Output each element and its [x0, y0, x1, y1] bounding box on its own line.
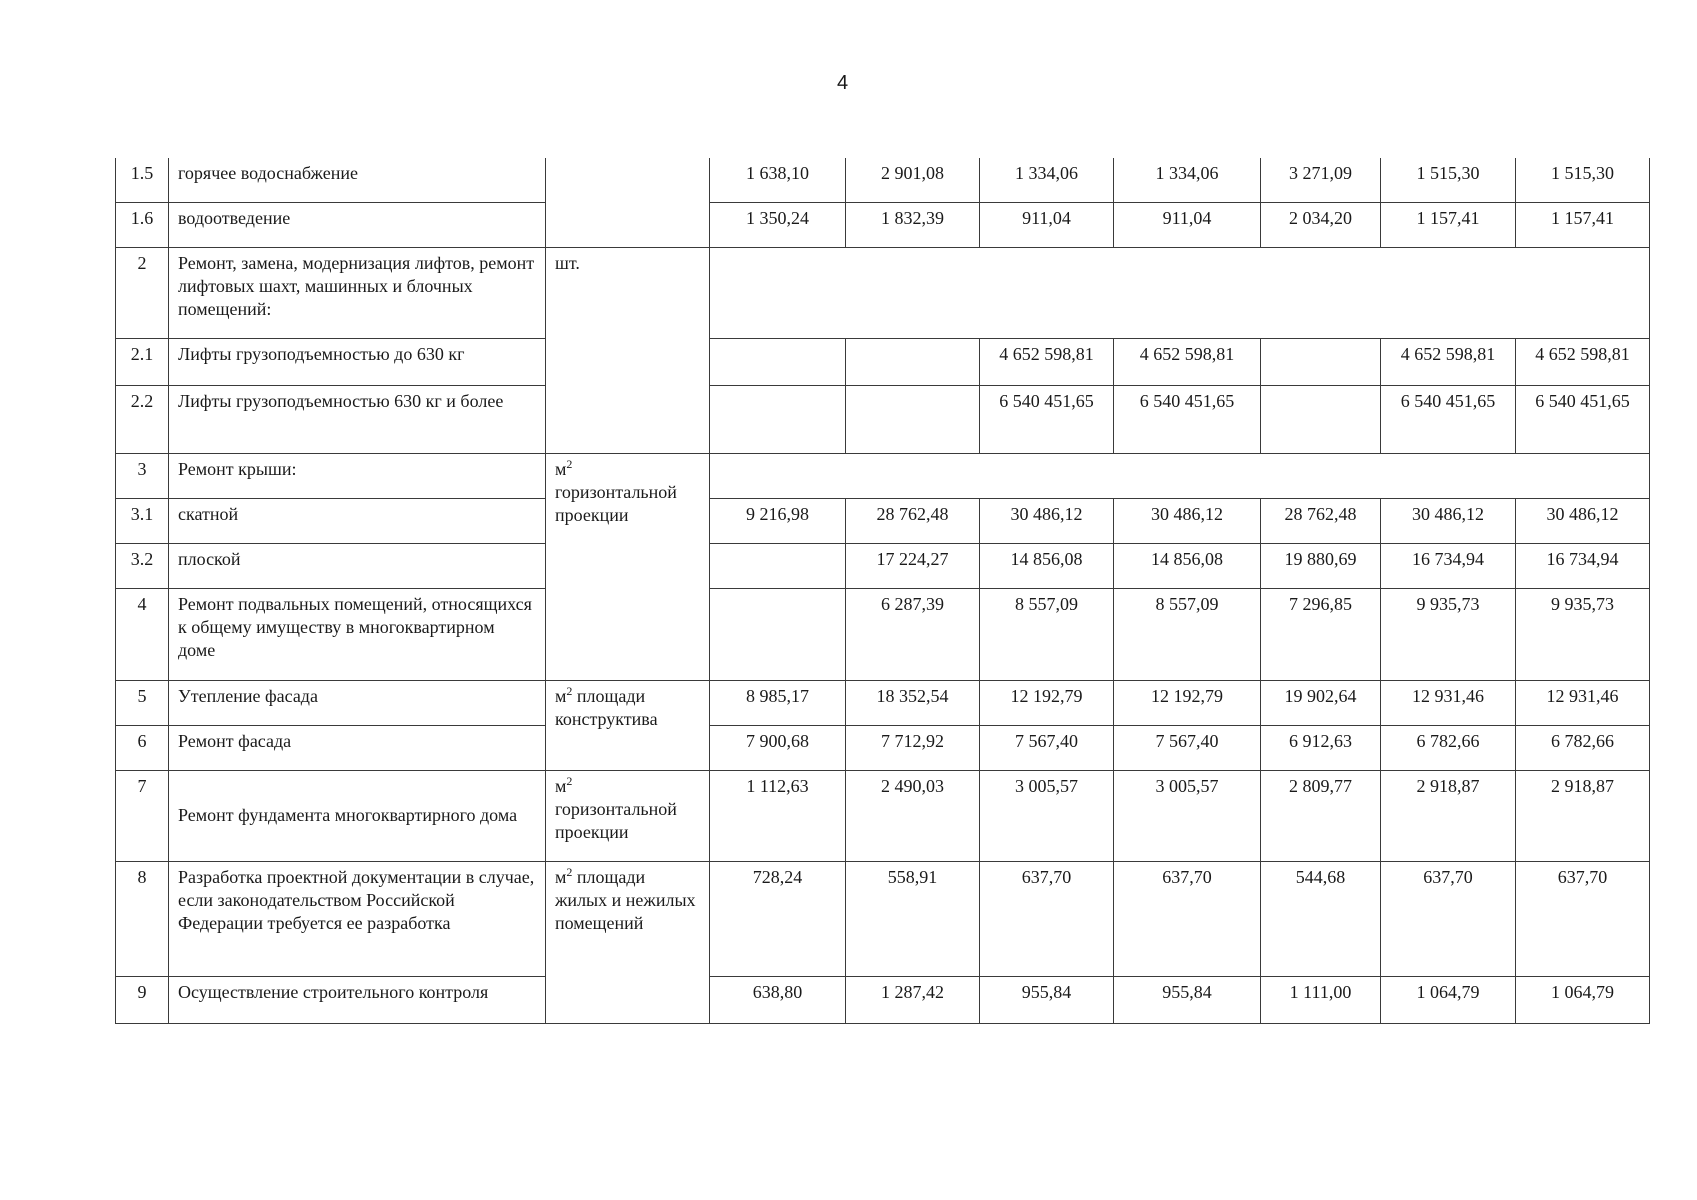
value-cell: 30 486,12 — [1114, 498, 1261, 543]
unit-cell-empty — [546, 158, 710, 247]
value-cell: 1 638,10 — [710, 158, 846, 202]
value-cell: 6 540 451,65 — [1516, 385, 1650, 453]
value-cell: 12 931,46 — [1516, 680, 1650, 725]
value-cell: 3 271,09 — [1261, 158, 1381, 202]
row-number: 3.2 — [116, 543, 169, 588]
value-cell: 16 734,94 — [1381, 543, 1516, 588]
value-cell: 1 157,41 — [1516, 202, 1650, 247]
value-cell: 17 224,27 — [846, 543, 980, 588]
row-number: 9 — [116, 976, 169, 1023]
table-row — [116, 498, 1650, 543]
value-cell: 2 490,03 — [846, 770, 980, 861]
row-name: Ремонт фасада — [169, 725, 546, 770]
value-cell: 1 111,00 — [1261, 976, 1381, 1023]
value-cell: 1 334,06 — [1114, 158, 1261, 202]
value-cell: 1 832,39 — [846, 202, 980, 247]
table-row — [116, 543, 1650, 588]
value-cell: 7 296,85 — [1261, 588, 1381, 680]
row-name: горячее водоснабжение — [169, 158, 546, 202]
value-cell: 544,68 — [1261, 861, 1381, 976]
value-cell: 14 856,08 — [980, 543, 1114, 588]
value-cell: 19 880,69 — [1261, 543, 1381, 588]
value-cell: 558,91 — [846, 861, 980, 976]
value-cell — [710, 588, 846, 680]
table-row — [116, 770, 1650, 861]
unit-cell: шт. — [546, 247, 710, 453]
value-cell: 6 782,66 — [1381, 725, 1516, 770]
value-cell: 16 734,94 — [1516, 543, 1650, 588]
unit-cell — [546, 453, 710, 680]
row-number: 2.1 — [116, 338, 169, 385]
table-row — [116, 976, 1650, 1023]
row-name: скатной — [169, 498, 546, 543]
row-name: Разработка проектной документации в случае, если законодательством Российской Федерации требуется ее разработка — [169, 861, 546, 976]
value-cell — [710, 338, 846, 385]
row-number: 8 — [116, 861, 169, 976]
value-cell: 30 486,12 — [1516, 498, 1650, 543]
value-cell: 2 901,08 — [846, 158, 980, 202]
value-cell: 6 540 451,65 — [1114, 385, 1261, 453]
value-cell: 9 216,98 — [710, 498, 846, 543]
value-cell: 728,24 — [710, 861, 846, 976]
value-cell: 1 064,79 — [1516, 976, 1650, 1023]
value-cell: 28 762,48 — [1261, 498, 1381, 543]
merged-empty-cell — [710, 247, 1650, 338]
value-cell: 3 005,57 — [1114, 770, 1261, 861]
value-cell: 2 918,87 — [1381, 770, 1516, 861]
value-cell: 1 350,24 — [710, 202, 846, 247]
table-row — [116, 338, 1650, 385]
value-cell: 6 540 451,65 — [980, 385, 1114, 453]
row-number: 2 — [116, 247, 169, 338]
value-cell: 3 005,57 — [980, 770, 1114, 861]
row-name: Лифты грузоподъемностью до 630 кг — [169, 338, 546, 385]
table-row — [116, 725, 1650, 770]
value-cell: 6 782,66 — [1516, 725, 1650, 770]
value-cell — [846, 338, 980, 385]
value-cell — [710, 543, 846, 588]
value-cell: 7 900,68 — [710, 725, 846, 770]
table-row — [116, 588, 1650, 680]
value-cell: 911,04 — [1114, 202, 1261, 247]
unit-rest: площади конструктива — [555, 685, 658, 729]
row-name: Ремонт фундамента многоквартирного дома — [169, 770, 546, 861]
value-cell: 7 712,92 — [846, 725, 980, 770]
table-row — [116, 247, 1650, 338]
value-cell: 1 515,30 — [1516, 158, 1650, 202]
value-cell: 911,04 — [980, 202, 1114, 247]
value-cell: 637,70 — [1381, 861, 1516, 976]
table-row — [116, 202, 1650, 247]
row-name: водоотведение — [169, 202, 546, 247]
value-cell: 955,84 — [1114, 976, 1261, 1023]
row-number: 7 — [116, 770, 169, 861]
unit-exp: 2 — [566, 773, 573, 788]
table-row — [116, 861, 1650, 976]
value-cell: 19 902,64 — [1261, 680, 1381, 725]
value-cell: 12 192,79 — [1114, 680, 1261, 725]
value-cell: 7 567,40 — [1114, 725, 1261, 770]
value-cell: 6 287,39 — [846, 588, 980, 680]
unit-m: м — [555, 458, 567, 479]
row-number: 4 — [116, 588, 169, 680]
unit-m: м — [555, 866, 567, 887]
row-name: Лифты грузоподъемностью 630 кг и более — [169, 385, 546, 453]
value-cell: 6 912,63 — [1261, 725, 1381, 770]
value-cell: 6 540 451,65 — [1381, 385, 1516, 453]
value-cell: 2 809,77 — [1261, 770, 1381, 861]
row-number: 2.2 — [116, 385, 169, 453]
value-cell: 637,70 — [1516, 861, 1650, 976]
row-number: 5 — [116, 680, 169, 725]
page-number: 4 — [836, 72, 849, 94]
table-row — [116, 680, 1650, 725]
value-cell: 8 557,09 — [980, 588, 1114, 680]
value-cell: 4 652 598,81 — [980, 338, 1114, 385]
merged-empty-cell — [710, 453, 1650, 498]
value-cell — [846, 385, 980, 453]
row-name: Ремонт крыши: — [169, 453, 546, 498]
value-cell: 2 918,87 — [1516, 770, 1650, 861]
unit-exp: 2 — [566, 456, 573, 471]
row-number: 6 — [116, 725, 169, 770]
table-row — [116, 453, 1650, 498]
value-cell: 4 652 598,81 — [1516, 338, 1650, 385]
value-cell: 9 935,73 — [1516, 588, 1650, 680]
unit-rest: горизонтальной проекции — [555, 798, 677, 842]
unit-m: м — [555, 685, 567, 706]
value-cell: 2 034,20 — [1261, 202, 1381, 247]
value-cell: 9 935,73 — [1381, 588, 1516, 680]
row-name: Утепление фасада — [169, 680, 546, 725]
value-cell: 30 486,12 — [1381, 498, 1516, 543]
value-cell: 638,80 — [710, 976, 846, 1023]
value-cell: 637,70 — [1114, 861, 1261, 976]
cost-table — [115, 158, 1650, 1024]
value-cell: 1 334,06 — [980, 158, 1114, 202]
value-cell: 14 856,08 — [1114, 543, 1261, 588]
value-cell: 955,84 — [980, 976, 1114, 1023]
row-name: Осуществление строительного контроля — [169, 976, 546, 1023]
row-name: Ремонт подвальных помещений, относящихся к общему имуществу в многоквартирном доме — [169, 588, 546, 680]
value-cell — [1261, 385, 1381, 453]
value-cell: 1 064,79 — [1381, 976, 1516, 1023]
unit-m: м — [555, 775, 567, 796]
value-cell: 30 486,12 — [980, 498, 1114, 543]
value-cell: 1 157,41 — [1381, 202, 1516, 247]
value-cell — [1261, 338, 1381, 385]
unit-exp: 2 — [566, 683, 573, 698]
table-row — [116, 158, 1650, 202]
unit-cell — [546, 861, 710, 1023]
unit-rest: площади жилых и нежилых помещений — [555, 866, 696, 933]
row-number: 3.1 — [116, 498, 169, 543]
table-row — [116, 385, 1650, 453]
value-cell: 8 985,17 — [710, 680, 846, 725]
value-cell: 1 112,63 — [710, 770, 846, 861]
value-cell: 1 515,30 — [1381, 158, 1516, 202]
value-cell: 7 567,40 — [980, 725, 1114, 770]
value-cell — [710, 385, 846, 453]
value-cell: 4 652 598,81 — [1381, 338, 1516, 385]
unit-exp: 2 — [566, 864, 573, 879]
row-number: 1.6 — [116, 202, 169, 247]
value-cell: 18 352,54 — [846, 680, 980, 725]
unit-rest: горизонтальной проекции — [555, 481, 677, 525]
value-cell: 12 192,79 — [980, 680, 1114, 725]
row-name: плоской — [169, 543, 546, 588]
value-cell: 637,70 — [980, 861, 1114, 976]
unit-cell — [546, 770, 710, 861]
value-cell: 8 557,09 — [1114, 588, 1261, 680]
value-cell: 28 762,48 — [846, 498, 980, 543]
row-number: 3 — [116, 453, 169, 498]
value-cell: 12 931,46 — [1381, 680, 1516, 725]
row-name: Ремонт, замена, модернизация лифтов, ремонт лифтовых шахт, машинных и блочных помещений: — [169, 247, 546, 338]
row-number: 1.5 — [116, 158, 169, 202]
unit-cell — [546, 680, 710, 770]
value-cell: 1 287,42 — [846, 976, 980, 1023]
value-cell: 4 652 598,81 — [1114, 338, 1261, 385]
